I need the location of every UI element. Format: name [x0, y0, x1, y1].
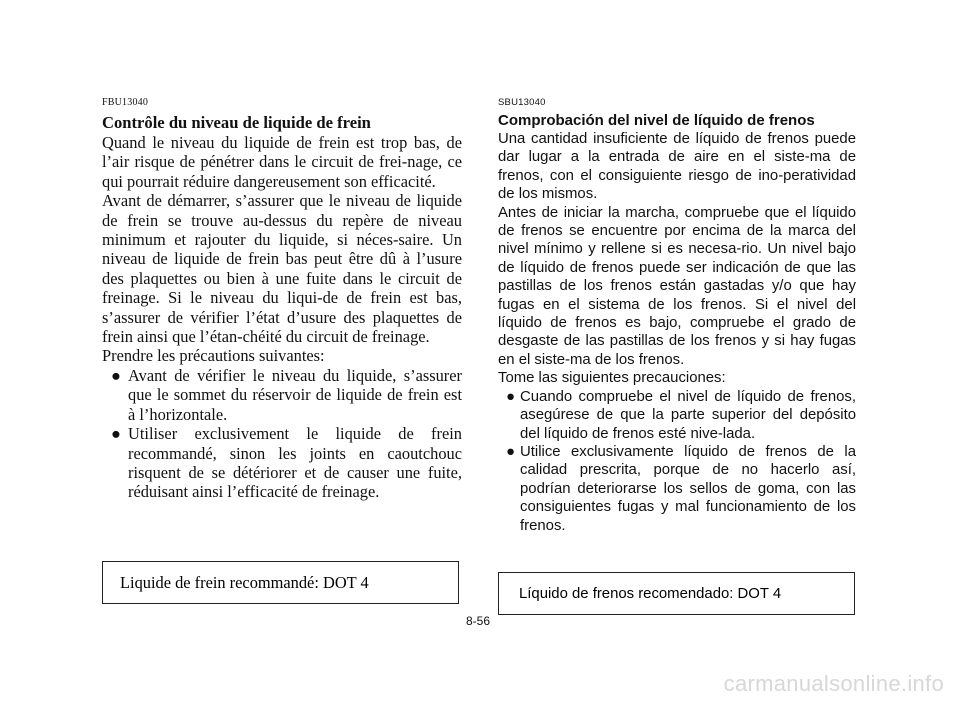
- bullet-icon: ●: [506, 443, 515, 460]
- precautions-list: [498, 388, 856, 535]
- page-number: 8-56: [466, 614, 491, 628]
- list-item: [498, 443, 856, 535]
- list-item: [102, 366, 462, 424]
- paragraph: Prendre les précautions suivantes:: [102, 346, 325, 366]
- section-code: SBU13040: [498, 97, 546, 108]
- section-code: FBU13040: [102, 97, 149, 108]
- list-item: [498, 388, 856, 443]
- recommended-fluid-box: [498, 572, 855, 615]
- paragraph: Una cantidad insuficiente de líquido de frenos puede dar lugar a la entrada de aire en el siste-ma de frenos, con el consiguiente riesgo de ino-peratividad de los mismos.: [498, 131, 856, 203]
- section-title: Comprobación del nivel de líquido de frenos: [498, 112, 815, 129]
- list-item-text: Avant de vérifier le niveau du liquide, s’assurer que le sommet du réservoir de liquide de frein est à l’horizontale.: [128, 365, 462, 424]
- paragraph: Quand le niveau du liquide de frein est trop bas, de l’air risque de pénétrer dans le circuit de frei-nage, ce qui pourrait réduire dangereusement son efficacité.: [102, 133, 462, 191]
- list-item-text: Cuando compruebe el nivel de líquido de frenos, asegúrese de que la parte superior del depósito del líquido de frenos esté nive-lada.: [520, 388, 856, 442]
- paragraph: Avant de démarrer, s’assurer que le niveau de liquide de frein se trouve au-dessus du repère de niveau minimum et rajouter du liquide, si néces-saire. Un niveau de liquide de frein bas peut être dû à l’usure des plaquettes ou bien à une fuite dans le circuit de freinage. Si le niveau du liqui-de de frein est bas, s’assurer de vérifier l’état d’usure des plaquettes de frein ainsi que l’étan-chéité du circuit de freinage.: [102, 191, 462, 347]
- recommended-fluid-text: Liquide de frein recommandé: DOT 4: [120, 572, 369, 592]
- spanish-column: [498, 97, 856, 535]
- recommended-fluid-box: [102, 561, 459, 604]
- section-title: Contrôle du niveau de liquide de frein: [102, 113, 371, 132]
- list-item-text: Utiliser exclusivement le liquide de frein recommandé, sinon les joints en caoutchouc risquent de se détériorer et de causer une fuite, réduisant ainsi l’efficacité de freinage.: [128, 424, 462, 502]
- french-column: [102, 97, 462, 502]
- list-item-text: Utilice exclusivamente líquido de frenos de la calidad prescrita, porque de no hacerlo así, podrían deteriorarse los sellos de goma, con las consiguientes fugas y mal funcionamiento de los frenos.: [520, 443, 856, 534]
- bullet-icon: ●: [111, 424, 121, 444]
- precautions-list: [102, 366, 462, 502]
- bullet-icon: ●: [111, 365, 121, 385]
- paragraph: Antes de iniciar la marcha, compruebe que el líquido de frenos se encuentre por encima de la marca del nivel mínimo y rellene si es necesa-rio. Un nivel bajo de líquido de frenos puede ser indicación de que las pastillas de los frenos están gastadas y/o que hay fugas en el sistema de los frenos. Si el nivel del líquido de frenos es bajo, compruebe el grado de desgaste de las pastillas de los frenos y si hay fugas en el siste-ma de los frenos.: [498, 204, 856, 368]
- watermark: carmanualsonline.info: [723, 671, 944, 696]
- paragraph: Tome las siguientes precauciones:: [498, 370, 726, 387]
- list-item: [102, 424, 462, 502]
- bullet-icon: ●: [506, 388, 515, 405]
- recommended-fluid-text: Líquido de frenos recomendado: DOT 4: [519, 585, 782, 602]
